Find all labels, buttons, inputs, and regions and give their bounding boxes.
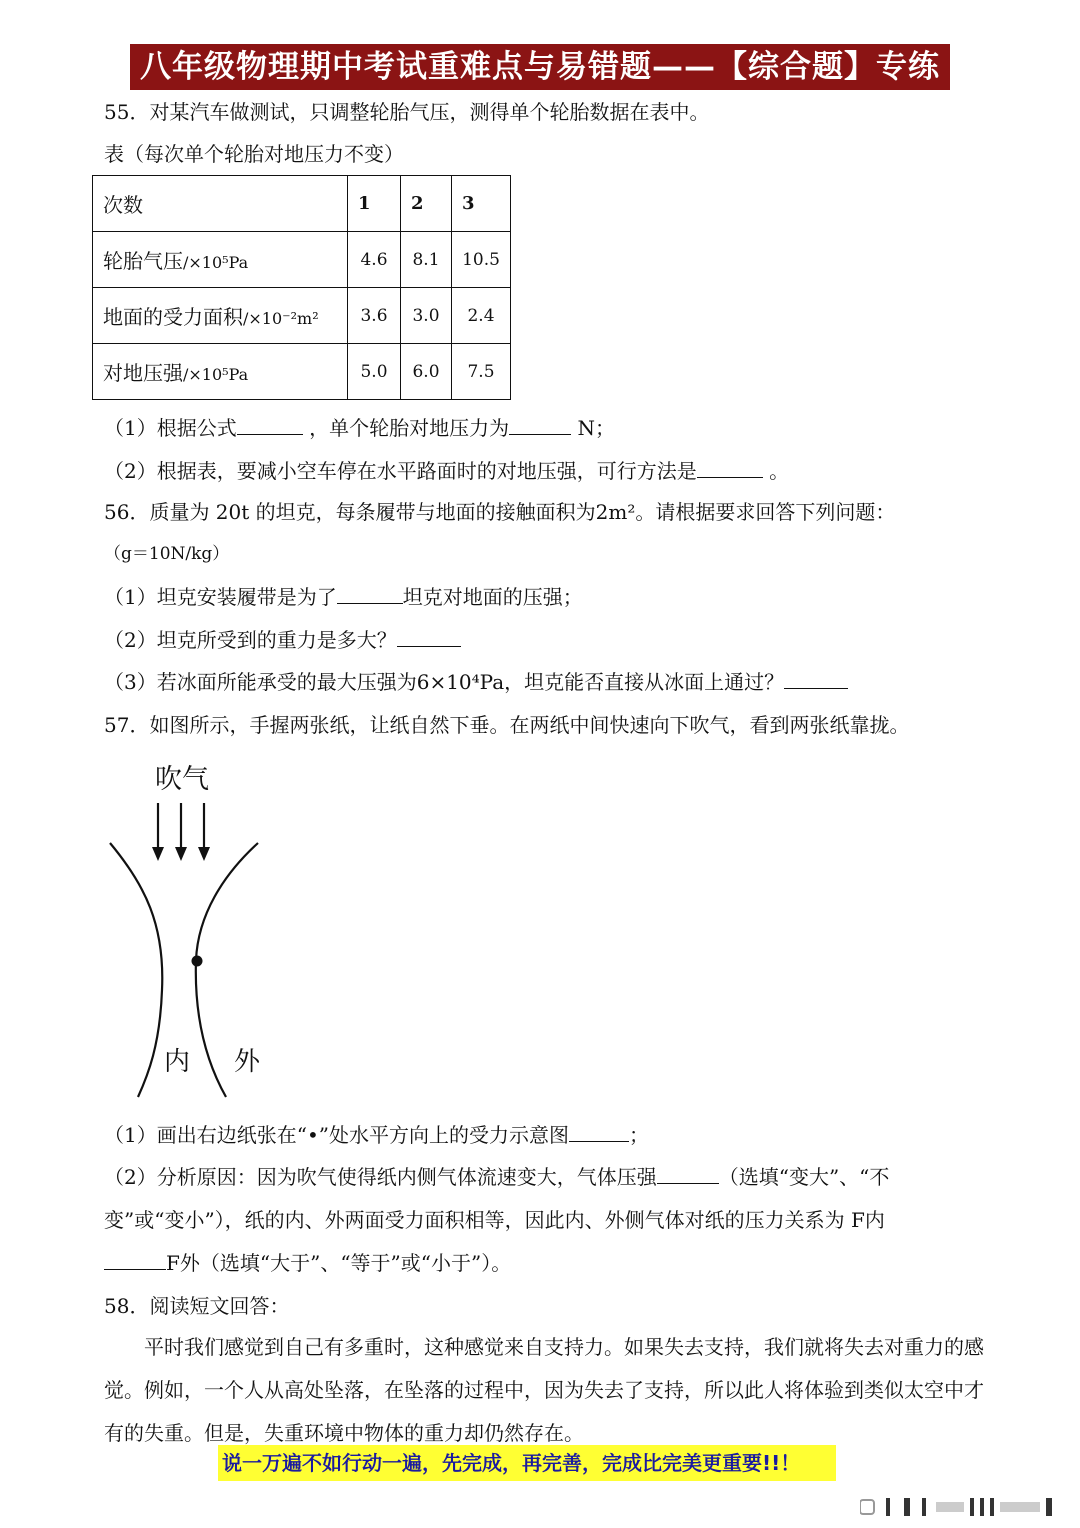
table-cell: 7.5 — [452, 344, 511, 400]
q56-stem: 56．质量为 20t 的坦克，每条履带与地面的接触面积为2m²。请根据要求回答下列问题： — [104, 500, 896, 524]
table-cell: 8.1 — [401, 232, 452, 288]
q57-part1: （1）画出右边纸张在“•”处水平方向上的受力示意图 ； — [104, 1123, 649, 1147]
table-header-cell: 2 — [401, 176, 452, 232]
table-header-cell: 3 — [452, 176, 511, 232]
table-row-label: 对地压强/×10⁵Pa — [93, 344, 348, 400]
q55-stem: 55．对某汽车做测试，只调整轮胎气压，测得单个轮胎数据在表中。 — [104, 100, 710, 124]
force-point-dot — [192, 956, 203, 967]
table-cell: 6.0 — [401, 344, 452, 400]
table-cell: 3.0 — [401, 288, 452, 344]
q57-part2-line3: F外（选填“大于”、“等于”或“小于”）。 — [104, 1249, 511, 1277]
q57-part2-line1: （2）分析原因：因为吹气使得纸内侧气体流速变大，气体压强 （选填“变大”、“不 — [104, 1165, 890, 1189]
answer-blank[interactable] — [569, 1121, 629, 1142]
q56-part2: （2）坦克所受到的重力是多大？ — [104, 626, 461, 654]
table-cell: 3.6 — [348, 288, 401, 344]
table-cell: 5.0 — [348, 344, 401, 400]
answer-blank[interactable] — [784, 668, 848, 689]
watermark-bars-icon — [860, 1496, 1060, 1518]
down-arrow-icon — [152, 847, 164, 861]
q55-part1: （1）根据公式 ，单个轮胎对地压力为 N； — [104, 416, 615, 440]
q57-part2-line2: 变”或“变小”），纸的内、外两面受力面积相等，因此内、外侧气体对纸的压力关系为 F内 — [104, 1208, 885, 1232]
q58-passage: 平时我们感觉到自己有多重时，这种感觉来自支持力。如果失去支持，我们就将失去对重力的感觉。例如，一个人从高处坠落，在坠落的过程中，因为失去了支持，所以此人将体验到类似太空中才有的失重。但是，失重环境中物体的重力却仍然存在。 — [104, 1335, 984, 1445]
table-row — [93, 288, 511, 344]
page-title: 八年级物理期中考试重难点与易错题——【综合题】专练 — [130, 44, 950, 90]
answer-blank[interactable] — [397, 626, 461, 647]
motivation-banner: 说一万遍不如行动一遍，先完成，再完善，完成比完美更重要!!！ — [218, 1445, 836, 1481]
table-cell: 4.6 — [348, 232, 401, 288]
down-arrow-icon — [175, 847, 187, 861]
inner-label: 内 — [164, 1047, 191, 1077]
table-header-cell: 次数 — [93, 176, 348, 232]
table-row-label: 轮胎气压/×10⁵Pa — [93, 232, 348, 288]
table-cell: 10.5 — [452, 232, 511, 288]
left-paper-sheet — [110, 843, 162, 1097]
q56-given: （g＝10N/kg） — [104, 544, 230, 564]
answer-blank[interactable] — [337, 583, 403, 604]
table-cell: 2.4 — [452, 288, 511, 344]
table-row — [93, 176, 511, 232]
blow-label: 吹气 — [155, 764, 209, 795]
answer-blank[interactable] — [509, 414, 571, 435]
answer-blank[interactable] — [657, 1163, 719, 1184]
table-header-cell: 1 — [348, 176, 401, 232]
table-row — [93, 232, 511, 288]
paper-blowing-figure — [100, 755, 300, 1105]
q56-part3: （3）若冰面所能承受的最大压强为6×10⁴Pa，坦克能否直接从冰面上通过？ — [104, 668, 848, 696]
down-arrow-icon — [198, 847, 210, 861]
q55-table-caption: 表（每次单个轮胎对地压力不变） — [104, 142, 404, 166]
q58-stem: 58．阅读短文回答： — [104, 1294, 290, 1318]
answer-blank[interactable] — [237, 414, 303, 435]
q55-part2: （2）根据表，要减小空车停在水平路面时的对地压强，可行方法是 。 — [104, 459, 790, 483]
answer-blank[interactable] — [104, 1249, 166, 1270]
q56-part1: （1）坦克安装履带是为了 坦克对地面的压强； — [104, 585, 583, 609]
outer-label: 外 — [234, 1047, 261, 1077]
q55-data-table — [92, 175, 511, 400]
answer-blank[interactable] — [697, 457, 763, 478]
table-row — [93, 344, 511, 400]
table-row-label: 地面的受力面积/×10⁻²m² — [93, 288, 348, 344]
q57-stem: 57．如图所示，手握两张纸，让纸自然下垂。在两纸中间快速向下吹气，看到两张纸靠拢。 — [104, 713, 910, 737]
